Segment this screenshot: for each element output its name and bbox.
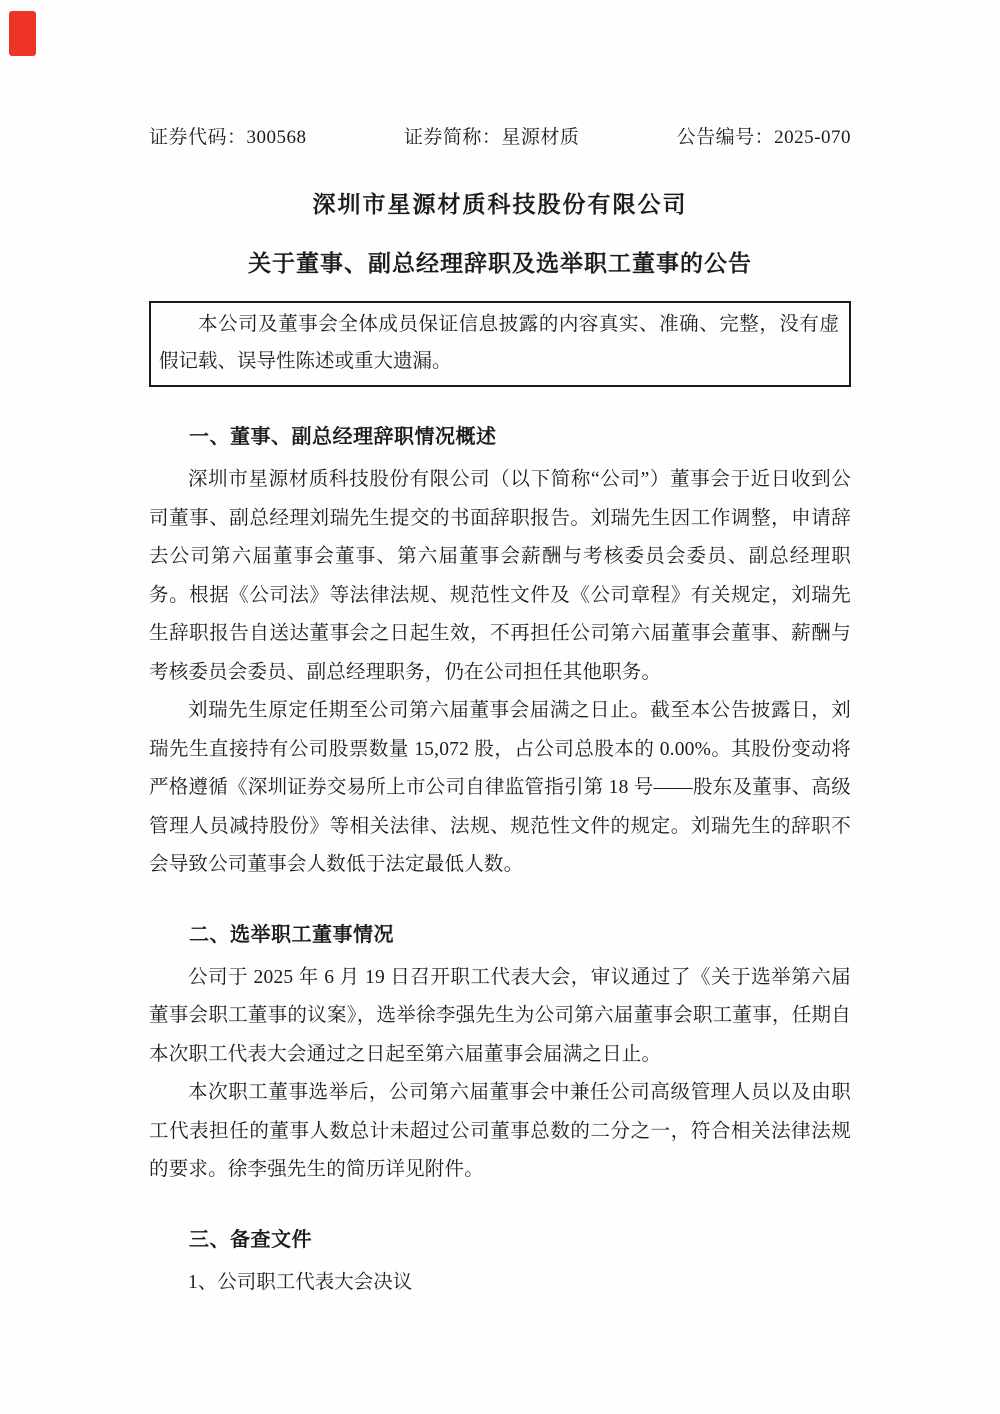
announcement-title: 关于董事、副总经理辞职及选举职工董事的公告 bbox=[248, 251, 752, 276]
disclaimer-text: 本公司及董事会全体成员保证信息披露的内容真实、准确、完整，没有虚假记载、误导性陈述或重大遗漏。 bbox=[159, 314, 839, 372]
document-header bbox=[149, 122, 851, 149]
section-2-paragraph-2: 本次职工董事选举后，公司第六届董事会中兼任公司高级管理人员以及由职工代表担任的董事人数总计未超过公司董事总数的二分之一，符合相关法律法规的要求。徐李强先生的简历详见附件。 bbox=[149, 1082, 851, 1180]
announcement-number-label: 公告编号：2025-070 bbox=[676, 127, 851, 148]
section-1-paragraph-1: 深圳市星源材质科技股份有限公司（以下简称“公司”）董事会于近日收到公司董事、副总经理刘瑞先生提交的书面辞职报告。刘瑞先生因工作调整，申请辞去公司第六届董事会董事、第六届董事会薪酬与考核委员会委员、副总经理职务。根据《公司法》等法律法规、规范性文件及《公司章程》有关规定，刘瑞先生辞职报告自送达董事会之日起生效，不再担任公司第六届董事会董事、薪酬与考核委员会委员、副总经理职务，仍在公司担任其他职务。 bbox=[149, 469, 851, 683]
section-1-heading: 一、董事、副总经理辞职情况概述 bbox=[189, 426, 497, 448]
stock-abbr-label: 证券简称：星源材质 bbox=[403, 127, 580, 148]
company-title: 深圳市星源材质科技股份有限公司 bbox=[312, 192, 688, 217]
document-content bbox=[149, 0, 851, 1302]
section-1-paragraph-2: 刘瑞先生原定任期至公司第六届董事会届满之日止。截至本公告披露日，刘瑞先生直接持有公司股票数量 15,072 股，占公司总股本的 0.00%。其股份变动将严格遵循《深圳证券交易所上市公司自律监管指引第 18 号——股东及董事、高级管理人员减持股份》等相关法律、法规、规范性文件的规定。刘瑞先生的辞职不会导致公司董事会人数低于法定最低人数。 bbox=[149, 700, 851, 875]
section-3-list-item-1: 1、公司职工代表大会决议 bbox=[188, 1271, 413, 1293]
section-2-heading: 二、选举职工董事情况 bbox=[189, 923, 394, 946]
section-2-paragraph-1: 公司于 2025 年 6 月 19 日召开职工代表大会，审议通过了《关于选举第六届董事会职工董事的议案》，选举徐李强先生为公司第六届董事会职工董事，任期自本次职工代表大会通过之日起至第六届董事会届满之日止。 bbox=[149, 966, 851, 1065]
stock-code-label: 证券代码：300568 bbox=[149, 127, 307, 148]
section-3-heading: 三、备查文件 bbox=[189, 1228, 312, 1251]
disclaimer-box bbox=[149, 301, 851, 387]
red-corner-mark bbox=[9, 11, 36, 56]
